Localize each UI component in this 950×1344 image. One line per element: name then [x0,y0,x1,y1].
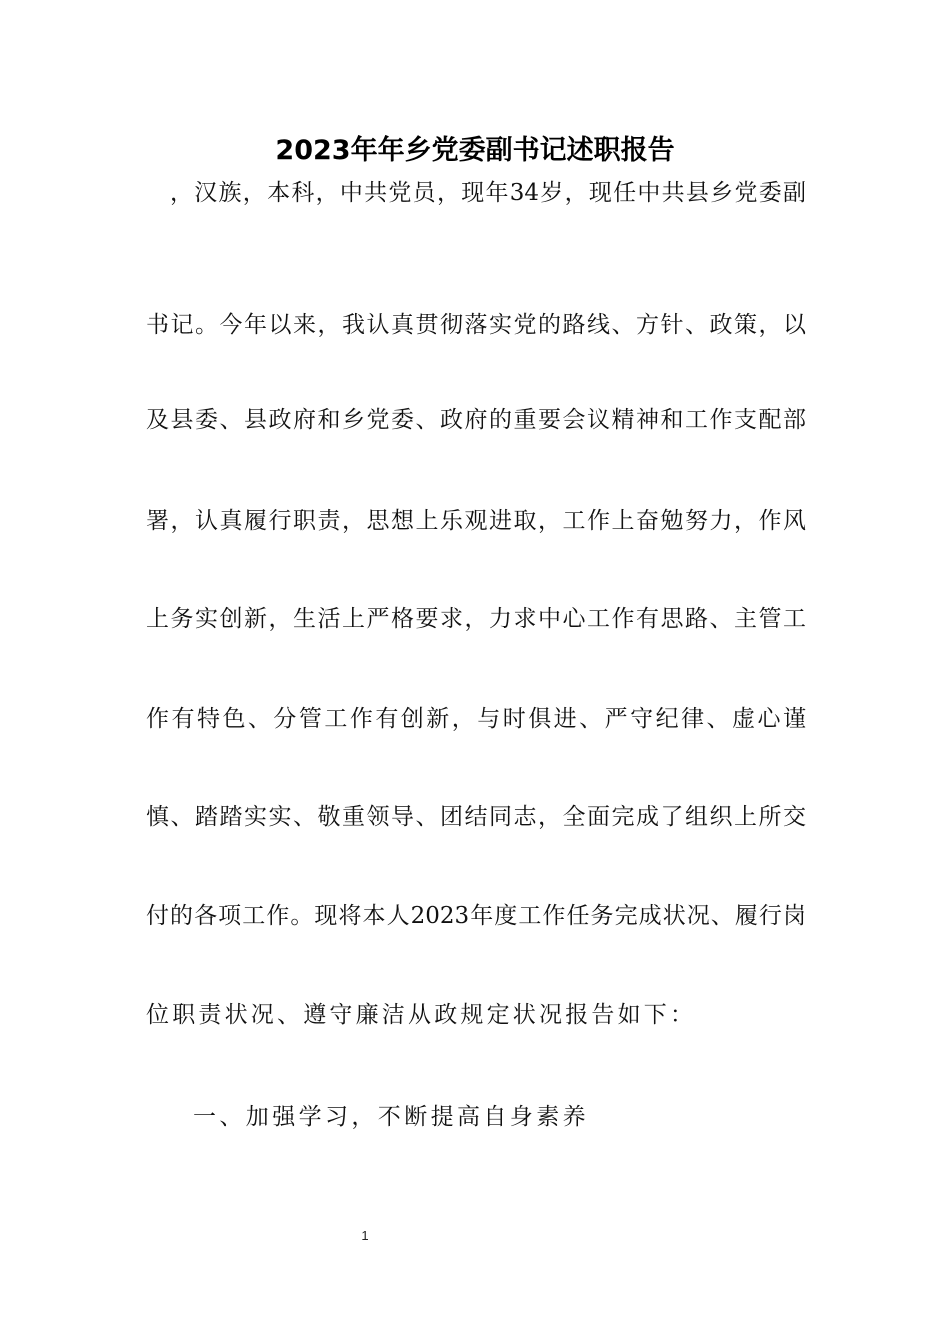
paragraph-line: 作有特色、分管工作有创新，与时俱进、严守纪律、虚心谨 [146,706,806,732]
paragraph-line: 位职责状况、遵守廉洁从政规定状况报告如下： [146,1002,697,1028]
paragraph-line: 慎、踏踏实实、敬重领导、团结同志，全面完成了组织上所交 [146,804,806,830]
paragraph-line: 及县委、县政府和乡党委、政府的重要会议精神和工作支配部 [146,407,806,433]
page-number: 1 [361,1228,369,1243]
paragraph-line: 付的各项工作。现将本人2023年度工作任务完成状况、履行岗 [146,903,806,929]
paragraph-line: 署，认真履行职责，思想上乐观进取，工作上奋勉努力，作风 [146,508,806,534]
paragraph-line: 上务实创新，生活上严格要求，力求中心工作有思路、主管工 [146,606,806,632]
paragraph-line: 书记。今年以来，我认真贯彻落实党的路线、方针、政策，以 [146,312,806,338]
paragraph-line: ，汉族，本科，中共党员，现年34岁，现任中共县乡党委副 [170,180,806,206]
document-title: 2023年年乡党委副书记述职报告 [275,135,675,166]
section-heading: 一、加强学习，不断提高自身素养 [193,1104,589,1130]
